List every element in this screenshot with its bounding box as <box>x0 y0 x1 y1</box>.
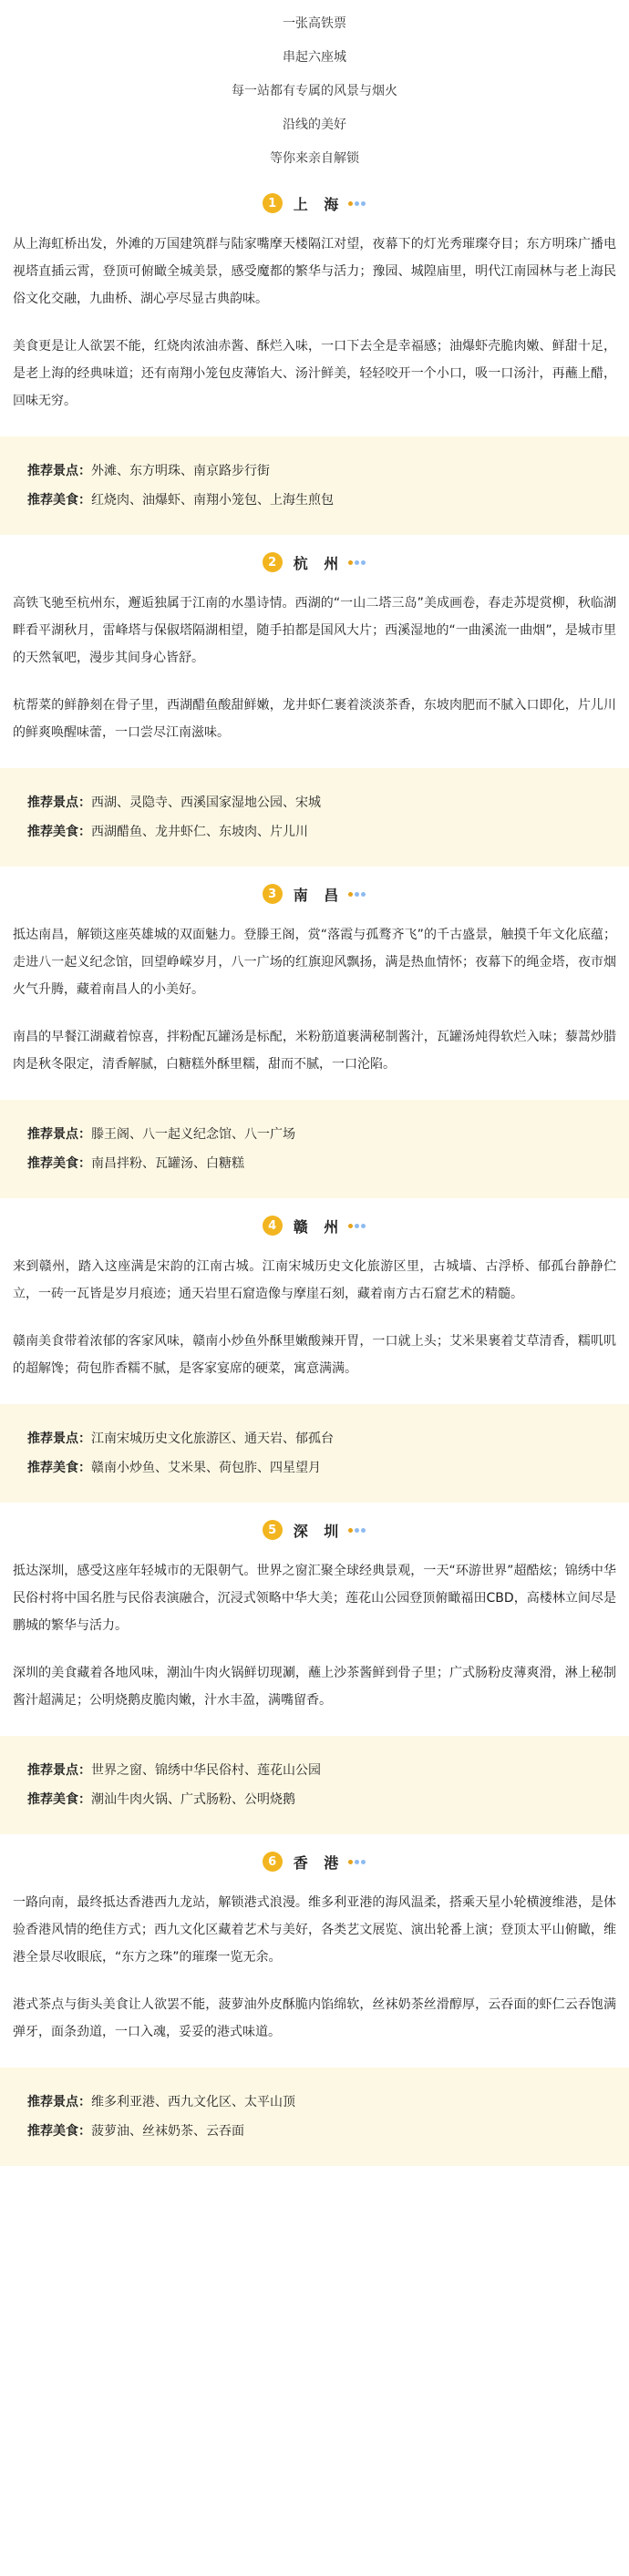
food-value: 菠萝油、丝袜奶茶、云吞面 <box>91 2124 244 2139</box>
section-paragraph: 从上海虹桥出发，外滩的万国建筑群与陆家嘴摩天楼隔江对望，夜幕下的灯光秀璀璨夺目；东方明珠广播电视塔直插云霄，登顶可俯瞰全城美景，感受魔都的繁华与活力；豫园、城隍庙里，明代江南园林与老上海民俗文化交融，九曲桥、湖心亭尽显古典韵味。 <box>13 237 616 306</box>
city-section <box>0 176 629 535</box>
food-value: 西湖醋鱼、龙井虾仁、东坡肉、片儿川 <box>91 825 308 839</box>
dots-icon <box>347 201 366 206</box>
intro-line: 串起六座城 <box>283 50 346 65</box>
dots-icon <box>347 1528 366 1533</box>
spots-label: 推荐景点： <box>27 795 91 810</box>
recommend-box <box>0 436 629 535</box>
food-value: 赣南小炒鱼、艾米果、荷包胙、四星望月 <box>91 1461 321 1475</box>
recommend-box <box>0 768 629 867</box>
section-header <box>0 1503 629 1557</box>
food-label: 推荐美食： <box>27 825 91 839</box>
section-paragraph: 深圳的美食藏着各地风味，潮汕牛肉火锅鲜切现涮，蘸上沙茶酱鲜到骨子里；广式肠粉皮薄爽滑，淋上秘制酱汁超满足；公明烧鹅皮脆肉嫩，汁水丰盈，满嘴留香。 <box>13 1666 616 1708</box>
section-city-title: 香 港 <box>293 1853 345 1872</box>
section-paragraph: 一路向南，最终抵达香港西九龙站，解锁港式浪漫。维多利亚港的海风温柔，搭乘天星小轮横渡维港，是体验香港风情的绝佳方式；西九文化区藏着艺术与美好，各类艺文展览、演出轮番上演；登顶太平山俯瞰，维港全景尽收眼底，“东方之珠”的璀璨一览无余。 <box>13 1895 616 1965</box>
spots-value: 滕王阁、八一起义纪念馆、八一广场 <box>91 1127 295 1142</box>
recommend-box <box>0 1736 629 1834</box>
food-value: 红烧肉、油爆虾、南翔小笼包、上海生煎包 <box>91 493 334 508</box>
intro-block <box>0 0 629 176</box>
recommend-food <box>27 1785 613 1814</box>
recommend-spots <box>27 1756 613 1785</box>
dots-icon <box>347 892 366 897</box>
city-section <box>0 867 629 1198</box>
recommend-box <box>0 1100 629 1198</box>
spots-label: 推荐景点： <box>27 1127 91 1142</box>
recommend-spots <box>27 1424 613 1453</box>
intro-line: 沿线的美好 <box>283 118 346 132</box>
section-header <box>0 1834 629 1889</box>
recommend-food <box>27 817 613 847</box>
food-value: 潮汕牛肉火锅、广式肠粉、公明烧鹅 <box>91 1792 295 1807</box>
intro-line: 一张高铁票 <box>283 16 346 31</box>
recommend-food <box>27 486 613 515</box>
city-sections <box>0 176 629 2166</box>
section-city-title: 深 圳 <box>293 1522 345 1540</box>
dots-icon <box>347 1224 366 1228</box>
recommend-food <box>27 2117 613 2146</box>
food-value: 南昌拌粉、瓦罐汤、白糖糕 <box>91 1156 244 1171</box>
section-number-badge: 1 <box>263 193 283 213</box>
spots-value: 西湖、灵隐寺、西溪国家湿地公园、宋城 <box>91 795 321 810</box>
spots-value: 江南宋城历史文化旅游区、通天岩、郁孤台 <box>91 1432 334 1446</box>
section-header <box>0 1198 629 1253</box>
food-label: 推荐美食： <box>27 493 91 508</box>
food-label: 推荐美食： <box>27 1461 91 1475</box>
spots-label: 推荐景点： <box>27 464 91 478</box>
section-city-title: 赣 州 <box>293 1217 345 1236</box>
section-paragraph: 抵达南昌，解锁这座英雄城的双面魅力。登滕王阁，赏“落霞与孤鹜齐飞”的千古盛景，触摸千年文化底蕴；走进八一起义纪念馆，回望峥嵘岁月，八一广场的红旗迎风飘扬，满是热血情怀；夜幕下的绳金塔，夜市烟火气升腾，藏着南昌人的小美好。 <box>13 928 616 997</box>
food-label: 推荐美食： <box>27 2124 91 2139</box>
section-paragraph: 赣南美食带着浓郁的客家风味，赣南小炒鱼外酥里嫩酸辣开胃，一口就上头；艾米果裹着艾草清香，糯叽叽的超解馋；荷包胙香糯不腻，是客家宴席的硬菜，寓意满满。 <box>13 1334 616 1376</box>
food-label: 推荐美食： <box>27 1792 91 1807</box>
section-header <box>0 535 629 590</box>
section-paragraph: 南昌的早餐江湖藏着惊喜，拌粉配瓦罐汤是标配，米粉筋道裹满秘制酱汁，瓦罐汤炖得软烂入味；藜蒿炒腊肉是秋冬限定，清香解腻，白糖糕外酥里糯，甜而不腻，一口沦陷。 <box>13 1030 616 1072</box>
city-section <box>0 1198 629 1503</box>
spots-value: 维多利亚港、西九文化区、太平山顶 <box>91 2095 295 2109</box>
food-label: 推荐美食： <box>27 1156 91 1171</box>
section-city-title: 南 昌 <box>293 886 345 904</box>
recommend-spots <box>27 788 613 817</box>
recommend-spots <box>27 2088 613 2117</box>
section-city-title: 上 海 <box>293 195 345 213</box>
spots-value: 世界之窗、锦绣中华民俗村、莲花山公园 <box>91 1763 321 1778</box>
spots-label: 推荐景点： <box>27 1763 91 1778</box>
recommend-box <box>0 2068 629 2166</box>
recommend-spots <box>27 457 613 486</box>
recommend-food <box>27 1453 613 1483</box>
section-number-badge: 5 <box>263 1520 283 1540</box>
intro-line: 每一站都有专属的风景与烟火 <box>232 84 397 98</box>
spots-value: 外滩、东方明珠、南京路步行街 <box>91 464 270 478</box>
city-section <box>0 1503 629 1834</box>
section-paragraph: 美食更是让人欲罢不能，红烧肉浓油赤酱、酥烂入味，一口下去全是幸福感；油爆虾壳脆肉嫩、鲜甜十足，是老上海的经典味道；还有南翔小笼包皮薄馅大、汤汁鲜美，轻轻咬开一个小口，吸一口汤汁，再蘸上醋，回味无穷。 <box>13 339 616 408</box>
recommend-food <box>27 1149 613 1178</box>
section-number-badge: 2 <box>263 552 283 572</box>
section-city-title: 杭 州 <box>293 554 345 572</box>
section-number-badge: 3 <box>263 884 283 904</box>
spots-label: 推荐景点： <box>27 2095 91 2109</box>
section-number-badge: 4 <box>263 1216 283 1236</box>
intro-line: 等你来亲自解锁 <box>270 151 359 166</box>
section-paragraph: 杭帮菜的鲜静刻在骨子里，西湖醋鱼酸甜鲜嫩，龙井虾仁裹着淡淡茶香，东坡肉肥而不腻入口即化，片儿川的鲜爽唤醒味蕾，一口尝尽江南滋味。 <box>13 698 616 740</box>
dots-icon <box>347 1860 366 1864</box>
dots-icon <box>347 560 366 565</box>
section-header <box>0 176 629 231</box>
section-paragraph: 港式茶点与街头美食让人欲罢不能，菠萝油外皮酥脆内馅绵软，丝袜奶茶丝滑醇厚，云吞面的虾仁云吞饱满弹牙，面条劲道，一口入魂，妥妥的港式味道。 <box>13 1997 616 2039</box>
section-paragraph: 抵达深圳，感受这座年轻城市的无限朝气。世界之窗汇聚全球经典景观，一天“环游世界”超酷炫；锦绣中华民俗村将中国名胜与民俗表演融合，沉浸式领略中华大美；莲花山公园登顶俯瞰福田CBD，高楼林立间尽是鹏城的繁华与活力。 <box>13 1564 616 1633</box>
recommend-box <box>0 1404 629 1503</box>
section-header <box>0 867 629 921</box>
section-paragraph: 来到赣州，踏入这座满是宋韵的江南古城。江南宋城历史文化旅游区里，古城墙、古浮桥、郁孤台静静伫立，一砖一瓦皆是岁月痕迹；通天岩里石窟造像与摩崖石刻，藏着南方古石窟艺术的精髓。 <box>13 1259 616 1301</box>
section-paragraph: 高铁飞驰至杭州东，邂逅独属于江南的水墨诗情。西湖的“一山二塔三岛”美成画卷，春走苏堤赏柳，秋临湖畔看平湖秋月，雷峰塔与保俶塔隔湖相望，随手拍都是国风大片；西溪湿地的“一曲溪流一曲烟”，是城市里的天然氧吧，漫步其间身心皆舒。 <box>13 596 616 665</box>
city-section <box>0 535 629 867</box>
city-section <box>0 1834 629 2166</box>
spots-label: 推荐景点： <box>27 1432 91 1446</box>
section-number-badge: 6 <box>263 1852 283 1872</box>
recommend-spots <box>27 1120 613 1149</box>
